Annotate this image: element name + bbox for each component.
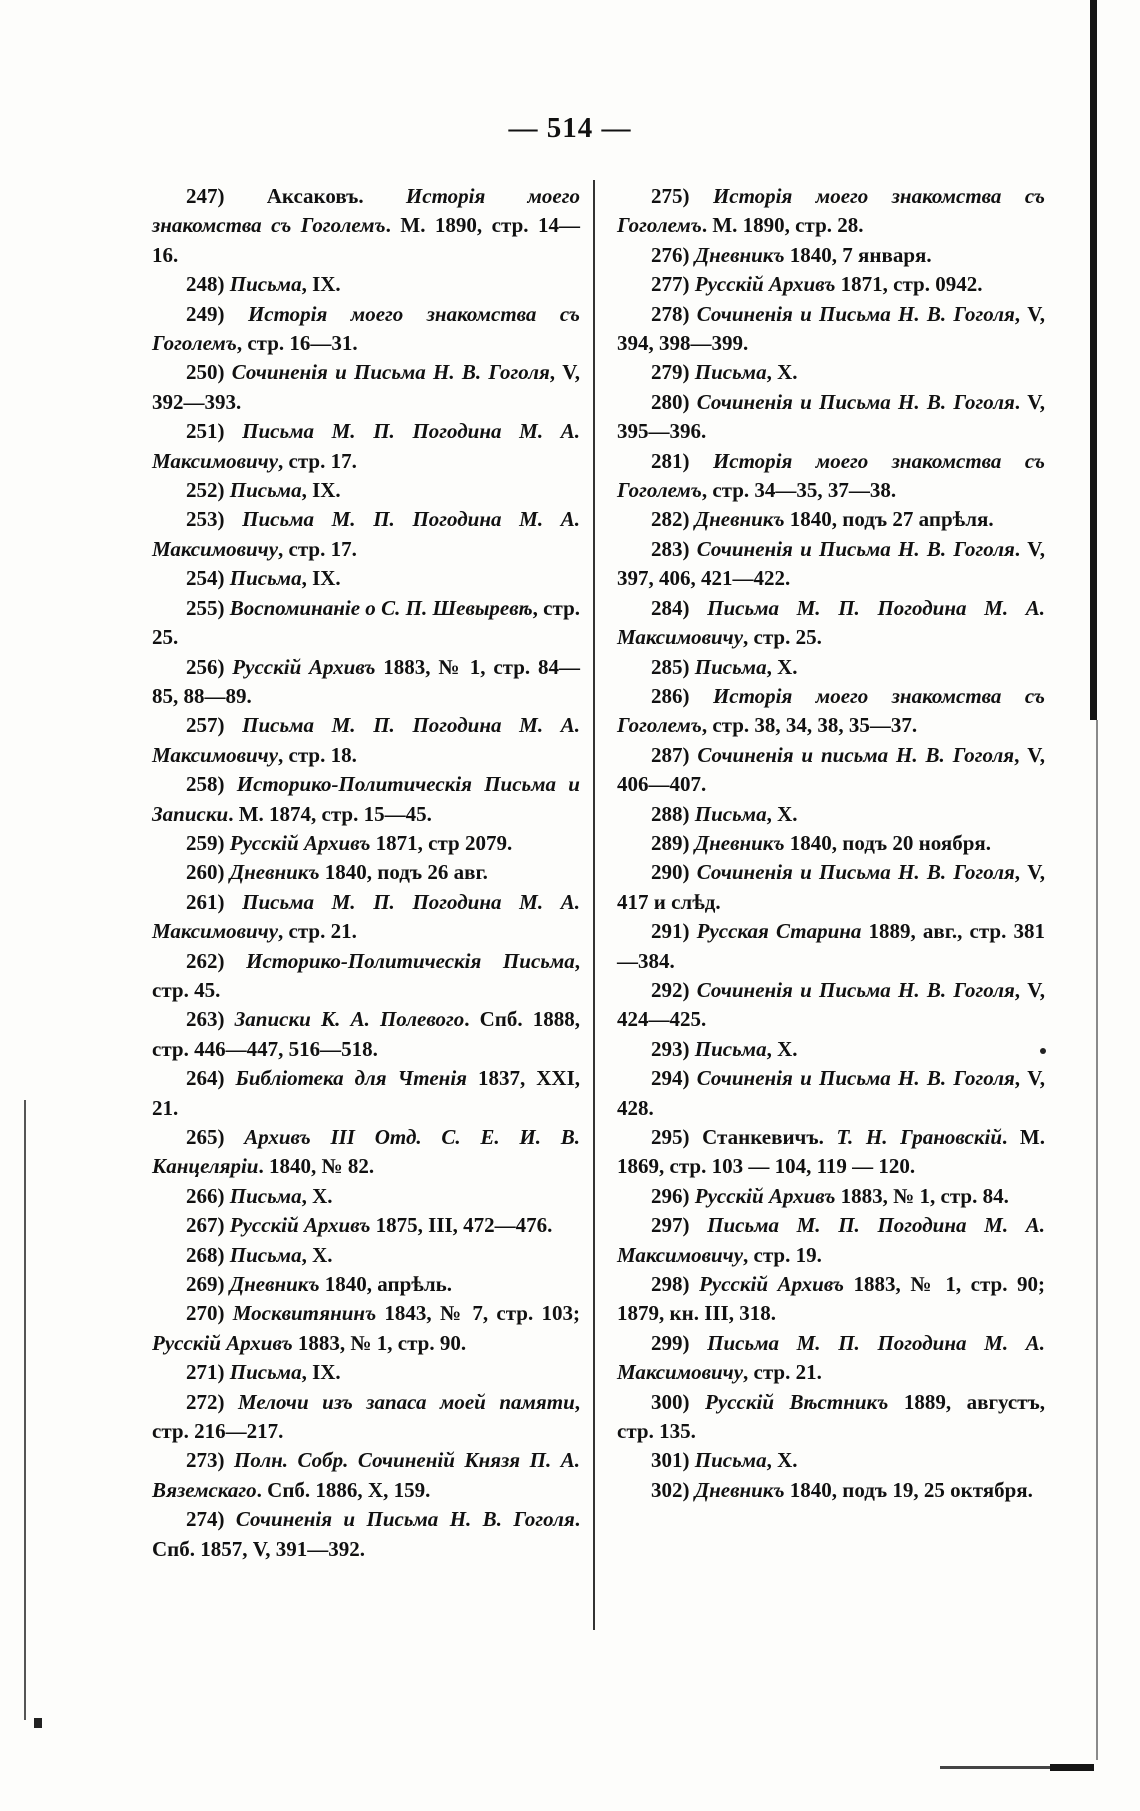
footnote-entry [617, 653, 1045, 682]
footnote-number: 286) [651, 683, 713, 708]
footnote-title: Исторія моего знакомства съ Гоголемъ [617, 184, 1045, 238]
footnote-number: 259) [186, 830, 230, 855]
footnote-reference: , стр. 17. [278, 448, 357, 473]
footnote-number: 255) [186, 595, 230, 620]
footnote-reference: , V, 428. [617, 1066, 1045, 1120]
footnote-number: 279) [651, 360, 695, 385]
footnote-reference: . М. 1869, стр. 103 — 104, 119 — 120. [617, 1125, 1045, 1179]
footnote-title: Русскій Архивъ [699, 1272, 844, 1297]
footnote-title: Сочиненія и Письма Н. В. Гоголя [696, 1066, 1015, 1091]
footnote-number: 301) [651, 1448, 695, 1473]
footnote-title: Русскій Архивъ [229, 1213, 371, 1238]
footnote-entry [617, 976, 1045, 1035]
footnote-entry [617, 829, 1045, 858]
footnote-title: Письма [694, 801, 767, 826]
footnote-reference: , V, 394, 398—399. [617, 301, 1045, 356]
footnote-title: Письма М. П. Погодина М. А. Максимовичу [617, 1213, 1045, 1267]
footnote-entry [152, 711, 580, 770]
footnote-title: Русскій Архивъ [232, 654, 376, 679]
footnote-reference: , V, 417 и слѣд. [617, 860, 1045, 914]
footnote-title: Историко-Политическія Письма [246, 948, 575, 973]
footnote-title: Письма [694, 1036, 767, 1061]
footnote-reference: . Спб. 1886, X, 159. [256, 1477, 431, 1502]
footnote-entry [152, 1505, 580, 1564]
footnote-reference: 1840, подъ 26 авг. [319, 860, 488, 885]
footnote-reference: , IX. [301, 1360, 341, 1385]
footnote-reference: 1840, подъ 20 ноября. [784, 830, 991, 855]
footnote-title: Исторія моего знакомства съ Гоголемъ [617, 683, 1045, 738]
footnote-entry [152, 888, 580, 947]
footnote-number: 296) [651, 1183, 695, 1208]
footnote-entry [617, 1388, 1045, 1447]
footnote-title: Дневникъ [694, 242, 785, 267]
footnote-title: Письма [229, 272, 302, 297]
footnote-reference: , X. [766, 1448, 798, 1473]
footnote-number: 285) [651, 654, 695, 679]
footnote-entry [617, 1270, 1045, 1329]
footnote-entry [152, 770, 580, 829]
footnote-reference: . 1840, № 82. [258, 1154, 375, 1179]
footnote-number: 290) [651, 860, 697, 885]
footnote-reference: , IX. [301, 566, 341, 591]
footnote-number: 277) [651, 272, 695, 297]
footnote-title: Записки К. А. Полевого [234, 1007, 465, 1032]
footnote-title: Сочиненія и Письма Н. В. Гоголя [696, 860, 1015, 885]
footnote-reference: . М. 1874, стр. 15—45. [228, 801, 432, 826]
footnote-number: 258) [186, 772, 237, 797]
footnote-number: 269) [186, 1272, 230, 1297]
footnote-entry [152, 1358, 580, 1387]
footnote-reference: , стр. 21. [278, 919, 357, 944]
footnote-entry [152, 505, 580, 564]
footnote-number: 266) [186, 1183, 230, 1208]
footnote-entry [617, 270, 1045, 299]
footnote-number: 250) [186, 360, 232, 385]
footnote-title: Дневникъ [229, 860, 320, 885]
footnote-reference: 1840, 7 января. [784, 242, 932, 267]
footnote-reference: , стр. 45. [152, 948, 581, 1002]
footnote-title: Русская Старина [696, 919, 862, 944]
footnote-number: 267) [186, 1213, 230, 1238]
footnote-title: Письма М. П. Погодина М. А. Максимовичу [617, 595, 1045, 650]
footnote-title: Исторія моего знакомства съ Гоголемъ [617, 448, 1045, 503]
footnote-reference: , стр. 25. [152, 595, 580, 650]
footnote-entry [617, 858, 1045, 917]
footnote-entry [617, 300, 1045, 359]
footnote-title: Письма М. П. Погодина М. А. Максимовичу [152, 713, 580, 767]
footnote-number: 300) [651, 1389, 706, 1414]
footnote-reference: . М. 1890, стр. 28. [701, 213, 864, 238]
footnote-reference: 1889, авг., стр. 381—384. [617, 919, 1045, 973]
footnote-title: Письма М. П. Погодина М. А. Максимовичу [152, 419, 580, 473]
footnote-reference: 1871, стр. 0942. [835, 272, 983, 297]
footnote-title: Дневникъ [694, 1477, 785, 1502]
footnote-number: 281) [651, 448, 713, 473]
footnote-title: Воспоминаніе о С. П. Шевыревѣ [229, 595, 533, 620]
footnote-reference: 1843, № 7, стр. 103; [376, 1301, 580, 1326]
footnote-number: 263) [186, 1007, 235, 1032]
footnote-title: Историко-Политическія Письма и Записки [152, 772, 580, 826]
footnote-number: 274) [186, 1507, 236, 1532]
footnote-entry [152, 1270, 580, 1299]
footnote-reference: , V, 392—393. [152, 360, 580, 414]
footnote-title: Письма [694, 360, 767, 385]
footnote-number: 262) [186, 948, 247, 973]
footnote-number: 287) [651, 742, 698, 767]
footnote-reference: . Спб. 1857, V, 391—392. [152, 1507, 581, 1561]
scan-corner-mark [34, 1718, 42, 1728]
footnote-title: Письма [229, 1242, 302, 1267]
footnote-title: Полн. Собр. Сочиненій Князя П. А. Вяземскаго [152, 1448, 580, 1502]
footnote-title: Дневникъ [694, 830, 785, 855]
footnote-title: Русскій Архивъ [694, 272, 836, 297]
footnote-reference: , X. [301, 1183, 333, 1208]
footnote-number: 251) [186, 419, 243, 444]
footnote-number: 252) [186, 478, 230, 503]
footnote-entry [152, 1211, 580, 1240]
footnote-entry [617, 1446, 1045, 1475]
footnote-entry [152, 564, 580, 593]
footnote-reference: , стр. 18. [278, 742, 357, 767]
footnote-entry [617, 388, 1045, 447]
footnote-title: Сочиненія и Письма Н. В. Гоголя [696, 389, 1015, 414]
footnote-title: Письма М. П. Погодина М. А. Максимовичу [152, 889, 580, 944]
footnote-reference: , X. [766, 360, 798, 385]
footnote-entry [617, 917, 1045, 976]
footnote-reference: , стр. 38, 34, 38, 35—37. [701, 713, 918, 738]
footnote-reference: , X. [766, 1036, 798, 1061]
footnote-reference: . V, 395—396. [617, 389, 1045, 444]
scan-edge-right-thin [1096, 720, 1098, 1760]
footnote-number: 257) [186, 713, 243, 738]
footnote-number: 282) [651, 507, 695, 532]
footnote-reference: 1883, № 1, стр. 84—85, 88—89. [152, 654, 580, 708]
footnote-reference: , стр. 17. [278, 536, 357, 561]
footnote-reference: , X. [766, 801, 798, 826]
footnote-title: Исторія моего знакомства съ Гоголемъ [152, 184, 580, 238]
footnote-entry [152, 417, 580, 476]
footnote-entry [617, 535, 1045, 594]
footnote-title: Архивъ III Отд. С. Е. И. В. Канцеляріи [152, 1125, 580, 1179]
footnote-entry [617, 358, 1045, 387]
footnote-entry [152, 1241, 580, 1270]
footnote-reference: 1837, XXI, 21. [152, 1066, 580, 1120]
footnote-entry [617, 682, 1045, 741]
footnote-title: Библіотека для Чтенія [235, 1066, 467, 1091]
footnote-entry [617, 241, 1045, 270]
footnote-title: Письма М. П. Погодина М. А. Максимовичу [152, 507, 580, 561]
footnote-number: 284) [651, 595, 708, 620]
footnote-entry [617, 1182, 1045, 1211]
notes-column-right [617, 182, 1045, 1505]
footnote-reference: , стр. 216—217. [152, 1389, 581, 1444]
footnote-entry [152, 300, 580, 359]
footnote-title: Письма [229, 566, 302, 591]
footnote-reference: , стр. 34—35, 37—38. [701, 478, 897, 503]
footnote-title: Письма [229, 1183, 302, 1208]
footnote-title: Русскій Вѣстникъ [705, 1389, 889, 1414]
footnote-number: 270) [186, 1301, 233, 1326]
footnote-title: Сочиненія и Письма Н. В. Гоголя [231, 360, 550, 385]
footnote-number: 273) [186, 1448, 235, 1473]
footnote-reference: , X. [766, 654, 798, 679]
footnote-reference: 1840, апрѣль. [319, 1272, 453, 1297]
footnote-title: Письма [229, 478, 302, 503]
notes-column-left [152, 182, 580, 1564]
footnote-entry [617, 447, 1045, 506]
scan-edge-right [1090, 0, 1097, 720]
footnote-title: Сочиненія и Письма Н. В. Гоголя [696, 536, 1015, 561]
footnote-reference: 1840, подъ 19, 25 октября. [784, 1477, 1033, 1502]
footnote-title: Сочиненія и письма Н. В. Гоголя [697, 742, 1015, 767]
footnote-entry [617, 800, 1045, 829]
footnote-number: 247) Аксаковъ. [186, 184, 406, 208]
page-number: — 514 — [508, 112, 632, 144]
footnote-number: 275) [651, 184, 713, 208]
footnote-title: Письма [229, 1360, 302, 1385]
footnote-number: 292) [651, 977, 697, 1002]
footnote-number: 288) [651, 801, 695, 826]
footnote-reference: . М. 1890, стр. 14—16. [152, 213, 580, 267]
footnote-title: Дневникъ [694, 507, 785, 532]
footnote-entry [617, 1123, 1045, 1182]
footnote-title: Письма [694, 1448, 767, 1473]
footnote-number: 283) [651, 536, 697, 561]
footnote-number: 254) [186, 566, 230, 591]
footnote-reference: , IX. [301, 478, 341, 503]
footnote-entry [152, 358, 580, 417]
footnote-number: 271) [186, 1360, 230, 1385]
footnote-reference: . Спб. 1888, стр. 446—447, 516—518. [152, 1007, 580, 1061]
footnote-reference: , стр. 19. [743, 1242, 822, 1267]
footnote-reference: 1883, № 1, стр. 90; 1879, кн. III, 318. [617, 1272, 1045, 1326]
footnote-number: 280) [651, 389, 697, 414]
footnote-entry [617, 594, 1045, 653]
footnote-entry [152, 1182, 580, 1211]
footnote-number: 264) [186, 1066, 236, 1091]
footnote-number: 272) [186, 1389, 239, 1414]
footnote-entry [617, 741, 1045, 800]
footnote-entry [152, 653, 580, 712]
footnote-reference: 1875, III, 472—476. [370, 1213, 553, 1238]
footnote-reference: , стр. 25. [743, 625, 822, 650]
footnote-title: Русскій Архивъ [152, 1330, 293, 1355]
footnote-number: 289) [651, 830, 695, 855]
footnote-reference: , стр. 21. [743, 1360, 822, 1385]
footnote-title: Дневникъ [229, 1272, 320, 1297]
footnote-entry [617, 1211, 1045, 1270]
footnote-number: 291) [651, 919, 697, 944]
footnote-number: 278) [651, 301, 697, 326]
footnote-reference: 1840, подъ 27 апрѣля. [784, 507, 994, 532]
footnote-entry [152, 829, 580, 858]
footnote-entry [152, 1123, 580, 1182]
footnote-title: Сочиненія и Письма Н. В. Гоголя [696, 977, 1015, 1002]
footnote-number: 293) [651, 1036, 695, 1061]
footnote-number: 260) [186, 860, 230, 885]
footnote-entry [617, 1476, 1045, 1505]
footnote-reference: , V, 406—407. [617, 742, 1045, 797]
footnote-number: 295) Станкевичъ. [651, 1125, 837, 1149]
footnote-entry [152, 1446, 580, 1505]
footnote-number: 249) [186, 301, 248, 326]
footnote-entry [152, 594, 580, 653]
footnote-entry [617, 1329, 1045, 1388]
footnote-title: Исторія моего знакомства съ Гоголемъ [152, 301, 580, 356]
footnote-entry [617, 1064, 1045, 1123]
footnote-entry [152, 858, 580, 887]
footnote-reference: 1883, № 1, стр. 84. [835, 1183, 1009, 1208]
footnote-reference: , стр. 16—31. [236, 331, 358, 356]
footnote-title: Письма М. П. Погодина М. А. Максимовичу [617, 1330, 1045, 1385]
footnote-number: 261) [186, 889, 243, 914]
footnote-title: Мелочи изъ запаса моей памяти [238, 1389, 575, 1414]
footnote-title: Русскій Архивъ [694, 1183, 836, 1208]
footnote-entry [617, 182, 1045, 241]
column-divider [593, 180, 595, 1630]
footnote-entry [152, 947, 580, 1006]
footnote-entry [152, 1005, 580, 1064]
footnote-title: Русскій Архивъ [229, 830, 371, 855]
footnote-title: Письма [694, 654, 767, 679]
footnote-entry [152, 182, 580, 270]
scan-edge-left [24, 1100, 26, 1720]
footnote-reference: . V, 397, 406, 421—422. [617, 536, 1045, 591]
footnote-title: Сочиненія и Письма Н. В. Гоголя [235, 1507, 575, 1532]
footnote-reference: , IX. [301, 272, 341, 297]
footnote-title: Т. Н. Грановскій [836, 1125, 1003, 1149]
footnote-number: 294) [651, 1066, 697, 1091]
footnote-entry [152, 1064, 580, 1123]
footnote-number: 265) [186, 1125, 245, 1149]
footnote-entry [152, 270, 580, 299]
footnote-number: 298) [651, 1272, 700, 1297]
footnote-number: 253) [186, 507, 243, 532]
footnote-number: 302) [651, 1477, 695, 1502]
footnote-number: 276) [651, 242, 695, 267]
footnote-number: 299) [651, 1330, 708, 1355]
footnote-reference: , V, 424—425. [617, 977, 1045, 1032]
footnote-reference: , X. [301, 1242, 333, 1267]
footnote-entry [617, 505, 1045, 534]
footnote-number: 248) [186, 272, 230, 297]
footnote-entry [152, 476, 580, 505]
footnote-number: 256) [186, 654, 233, 679]
footnote-reference: 1883, № 1, стр. 90. [292, 1330, 467, 1355]
footnote-title: Сочиненія и Письма Н. В. Гоголя [696, 301, 1015, 326]
footnote-entry [152, 1299, 580, 1358]
footnote-number: 297) [651, 1213, 708, 1238]
footnote-number: 268) [186, 1242, 230, 1267]
scan-bottom-line-thick [1050, 1764, 1094, 1771]
footnote-entry [152, 1388, 580, 1447]
footnote-entry [617, 1035, 1045, 1064]
footnote-reference: 1871, стр 2079. [370, 830, 513, 855]
footnote-title: Москвитянинъ [232, 1301, 377, 1326]
footnote-reference: 1889, августъ, стр. 135. [617, 1389, 1045, 1444]
